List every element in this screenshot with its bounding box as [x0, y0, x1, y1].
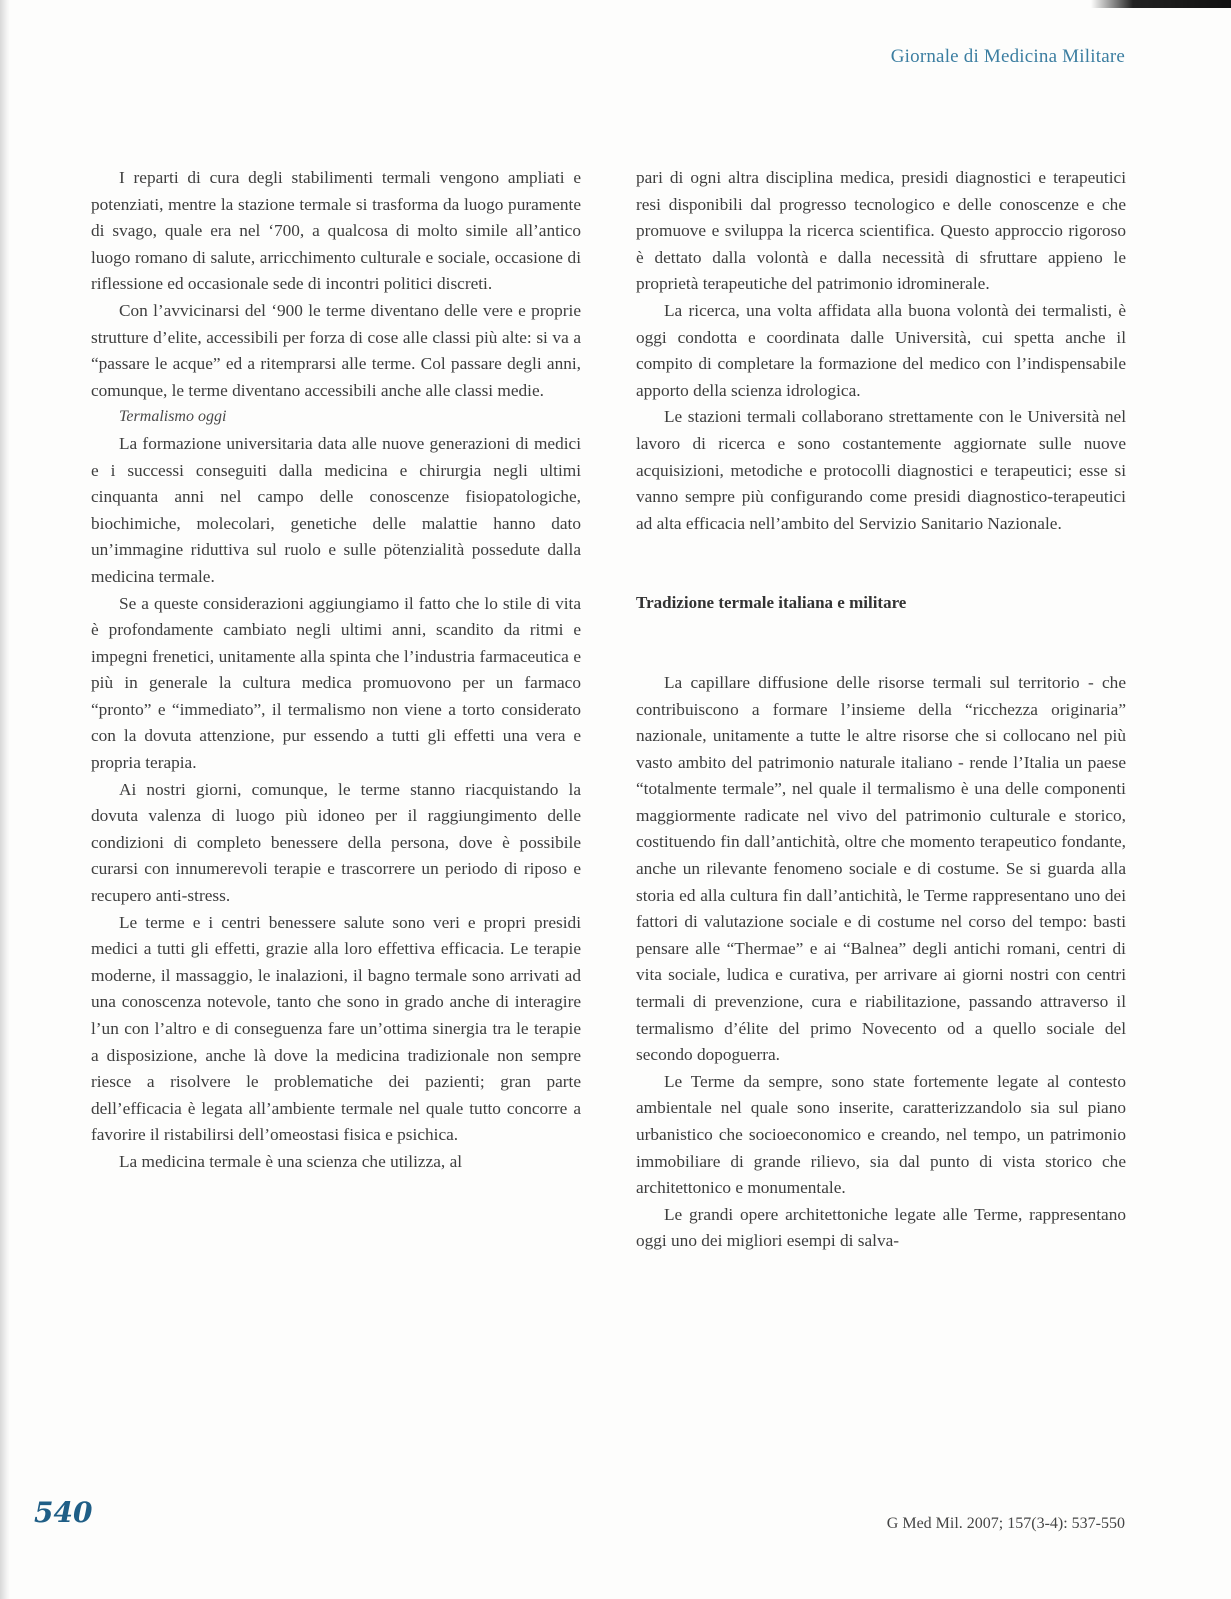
paragraph: La formazione universitaria data alle nuove generazioni di medici e i successi conseguiti dalla medicina e chirurgia negli ultimi cinquanta anni nel campo delle conoscenze fisiopatologiche, biochimiche, molecolari, genetiche delle malattie hanno dato un’immagine riduttiva sul ruolo e sulle pötenzialità possedute dalla medicina termale.	[91, 433, 581, 586]
paragraph: pari di ogni altra disciplina medica, presidi diagnostici e terapeutici resi disponibili dal progresso tecnologico e delle conoscenze e che promuove e sviluppa la ricerca scientifica. Questo approccio rigoroso è dettato dalla volontà e dalla necessità di sfruttare appieno le proprietà terapeutiche del patrimonio idrominerale.	[636, 168, 1126, 294]
journal-title: Giornale di Medicina Militare	[890, 46, 1125, 67]
paragraph: Le grandi opere architettoniche legate alle Terme, rappresentano oggi uno dei migliori esempi di salva-	[636, 1204, 1126, 1251]
paragraph: Se a queste considerazioni aggiungiamo il fatto che lo stile di vita è profondamente cambiato negli ultimi anni, scandito da ritmi e impegni frenetici, unitamente alla spinta che l’industria farmaceutica e più in generale la cultura medica promuovono per un farmaco “pronto” e “immediato”, il termalismo non viene a torto considerato con la dovuta attenzione, pur essendo a tutti gli effetti una vera e propria terapia.	[91, 593, 581, 773]
right-column	[636, 165, 1126, 1255]
page-number: 540	[34, 1496, 93, 1529]
paragraph: La ricerca, una volta affidata alla buona volontà dei termalisti, è oggi condotta e coordinata dalle Università, cui spetta anche il compito di completare la formazione del medico con l’indispensabile apporto della scienza idrologica.	[636, 300, 1126, 400]
paragraph: Con l’avvicinarsi del ‘900 le terme diventano delle vere e proprie strutture d’elite, accessibili per forza di cose alle classi più alte: si va a “passare le acque” ed a ritemprarsi alle terme. Col passare degli anni, comunque, le terme diventano accessibili anche alle classi medie.	[91, 300, 581, 400]
paragraph: La capillare diffusione delle risorse termali sul territorio - che contribuiscono a formare l’insieme della “ricchezza originaria” nazionale, unitamente a tutte le altre risorse che si collocano nel più vasto ambito del patrimonio naturale italiano - rende l’Italia un paese “totalmente termale”, nel quale il termalismo è una delle componenti maggiormente radicate nel vivo del patrimonio culturale e storico, costituendo fin dall’antichità, oltre che momento terapeutico fondante, anche un rilevante fenomeno sociale e di costume. Se si guarda alla storia ed alla cultura fin dall’antichità, le Terme rappresentano uno dei fattori di valutazione sociale e di costume nel corso del tempo: basti pensare alle “Thermae” e ai “Balnea” degli antichi romani, centri di vita sociale, ludica e curativa, per arrivare ai giorni nostri con centri termali di prevenzione, cura e riabilitazione, passando attraverso il termalismo d’élite del primo Novecento od a quello sociale del secondo dopoguerra.	[636, 672, 1126, 1065]
paragraph: Le stazioni termali collaborano strettamente con le Università nel lavoro di ricerca e sono costantemente aggiornate sulle nuove acquisizioni, metodiche e protocolli diagnostici e terapeutici; esse si vanno sempre più configurando come presidi diagnostico-terapeutici ad alta efficacia nell’ambito del Servizio Sanitario Nazionale.	[636, 407, 1126, 533]
paragraph: Le Terme da sempre, sono state fortemente legate al contesto ambientale nel quale sono inserite, caratterizzandolo sia sul piano urbanistico che socioeconomico e creando, nel tempo, un patrimonio immobiliare di grande rilievo, sia dal punto di vista storico che architettonico e monumentale.	[636, 1071, 1126, 1198]
paragraph: La medicina termale è una scienza che utilizza, al	[119, 1151, 463, 1171]
section-title: Tradizione termale italiana e militare	[636, 593, 907, 613]
subsection-heading: Termalismo oggi	[119, 408, 227, 426]
scan-corner-mark	[1091, 0, 1231, 8]
journal-citation: G Med Mil. 2007; 157(3-4): 537-550	[886, 1515, 1125, 1532]
left-column	[91, 165, 581, 1176]
paragraph: I reparti di cura degli stabilimenti termali vengono ampliati e potenziati, mentre la stazione termale si trasforma da luogo puramente di svago, quale era nel ‘700, a qualcosa di molto simile all’antico luogo romano di salute, arricchimento culturale e sociale, occasione di riflessione ed occasionale sede di incontri politici discreti.	[91, 168, 581, 294]
paragraph: Ai nostri giorni, comunque, le terme stanno riacquistando la dovuta valenza di luogo più idoneo per il raggiungimento delle condizioni di completo benessere della persona, dove è possibile curarsi con innumerevoli terapie e trascorrere un periodo di riposo e recupero anti-stress.	[91, 779, 581, 906]
scan-edge-shadow	[0, 0, 10, 1599]
paragraph: Le terme e i centri benessere salute sono veri e propri presidi medici a tutti gli effetti, grazie alla loro effettiva efficacia. Le terapie moderne, il massaggio, le inalazioni, il bagno termale sono arrivati ad una conoscenza notevole, tanto che sono in grado anche di interagire l’un con l’altro e di conseguenza fare un’ottima sinergia tra le terapie a disposizione, anche là dove la medicina tradizionale non sempre riesce a risolvere le problematiche dei pazienti; gran parte dell’efficacia è legata all’ambiente termale nel quale tutto concorre a favorire il ristabilirsi dell’omeostasi fisica e psichica.	[91, 912, 581, 1145]
